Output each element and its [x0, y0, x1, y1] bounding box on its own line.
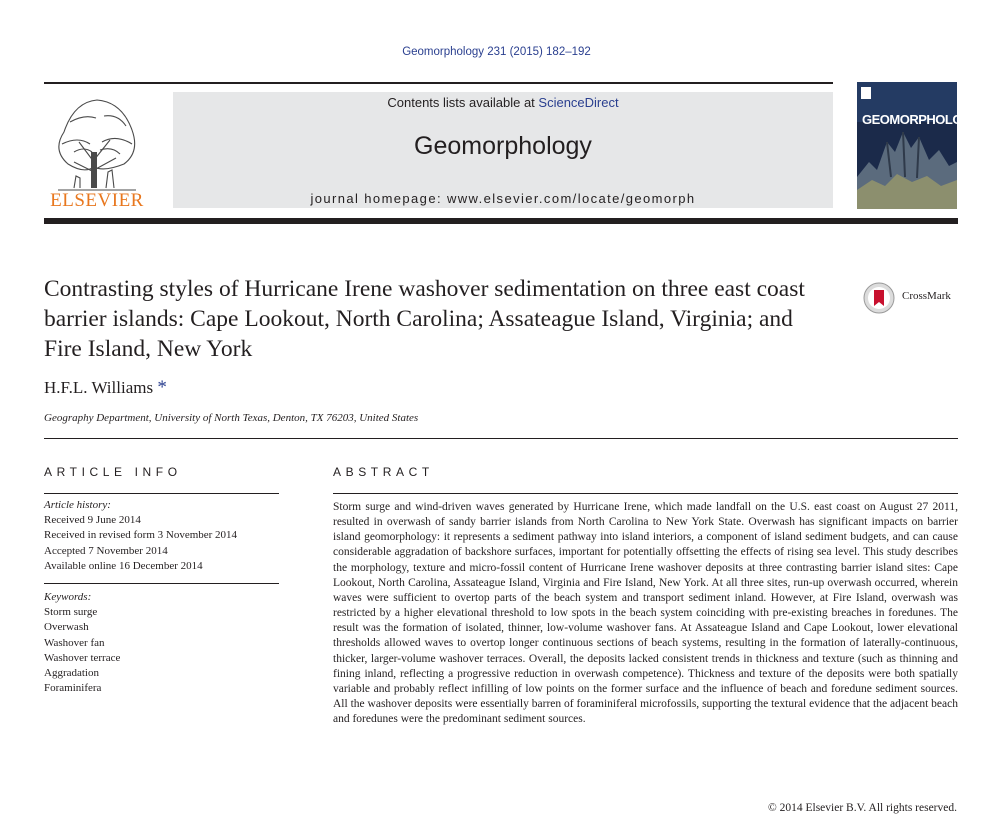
journal-cover-image — [857, 82, 980, 209]
journal-banner — [173, 92, 833, 208]
author-list — [44, 377, 167, 399]
keyword-item: Aggradation — [44, 667, 99, 680]
author-name[interactable]: H.F.L. Williams — [44, 378, 154, 397]
abstract-text: Storm surge and wind-driven waves generated by Hurricane Irene, which made landfall on the U.S. east coast on August 27 2011, resulted in overwash of sandy barrier islands from North Carolina to New York State. Overwash has significant impacts on barrier island geomorphology: it represents a sediment pathway into island interiors, a component of island sediment budgets, and can cause considerable aggradation of backshore surfaces, important for potentially offsetting the effects of rising sea level. This study describes the morphology, texture and micro-fossil content of Hurricane Irene washover deposits at three contrasting barrier island sites: Cape Lookout, North Carolina, Assateague Island, Virginia and Fire Island, New York. At all three sites, run-up overwash occurred, wherein waves were sufficient to overtop parts of the beach system and transport sediment inland. However, at Fire Island, overwash was restricted by a higher elevational threshold to low spots in the beach system coinciding with pre-existing breaches in foredunes. The result was the formation of isolated, thinner, low-volume washover fans. At Assateague Island and Cape Lookout, lower elevational thresholds allowed waves to overtop longer continuous sections of beach systems, resulting in the formation of laterally-continuous, thicker, larger-volume washover terraces. Overall, the deposits lacked consistent trends in thickness and texture (such as thinning and fining inland, reflecting a progressive reduction in overwash competence). Thickness and texture of the deposits were both spatially variable and probably reflect infilling of low points on the former surface and the influence of beach and foredune sediment sources. All the washover deposits were essentially barren of foraminiferal microfossils, supporting the textural evidence that the adjacent beach and foredunes were the predominant sediment sources. — [333, 501, 958, 726]
history-item: Available online 16 December 2014 — [44, 559, 203, 572]
section-rule — [44, 438, 958, 439]
elsevier-wordmark: ELSEVIER — [50, 190, 144, 211]
copyright-notice: © 2014 Elsevier B.V. All rights reserved. — [768, 802, 957, 814]
corresponding-author-mark[interactable]: * — [157, 377, 167, 398]
article-info-heading: ARTICLE INFO — [44, 465, 182, 479]
header-thick-rule — [44, 218, 958, 224]
keyword-item: Washover fan — [44, 636, 105, 649]
keyword-item: Overwash — [44, 621, 89, 634]
keyword-item: Washover terrace — [44, 651, 121, 664]
cover-publisher-badge — [861, 87, 871, 99]
abstract-heading: ABSTRACT — [333, 465, 434, 479]
crossmark-icon[interactable] — [862, 282, 898, 314]
history-item: Received in revised form 3 November 2014 — [44, 529, 238, 542]
contents-prefix: Contents lists available at — [387, 95, 539, 110]
keywords-label: Keywords: — [44, 591, 92, 603]
keywords-rule — [44, 583, 279, 584]
history-label: Article history: — [44, 499, 111, 511]
author-affiliation: Geography Department, University of North Texas, Denton, TX 76203, United States — [44, 412, 419, 424]
history-item: Accepted 7 November 2014 — [44, 544, 168, 557]
article-info-rule — [44, 493, 279, 494]
sciencedirect-link[interactable]: ScienceDirect — [538, 95, 619, 110]
cover-artwork — [857, 82, 980, 209]
keyword-item: Foraminifera — [44, 682, 102, 695]
cover-title: GEOMORPHOLOGY — [862, 112, 980, 127]
abstract-rule — [333, 493, 958, 494]
crossmark-label[interactable]: CrossMark — [902, 290, 951, 302]
journal-citation[interactable]: Geomorphology 231 (2015) 182–192 — [402, 46, 591, 58]
article-history — [44, 498, 279, 574]
header-rule — [44, 82, 833, 84]
keyword-item: Storm surge — [44, 606, 98, 619]
history-item: Received 9 June 2014 — [44, 514, 141, 527]
contents-line — [173, 95, 833, 110]
keyword-list — [44, 590, 279, 696]
journal-homepage[interactable]: journal homepage: www.elsevier.com/locate/geomorph — [310, 191, 696, 206]
journal-name: Geomorphology — [414, 132, 592, 160]
article-title: Contrasting styles of Hurricane Irene washover sedimentation on three east coast barrier islands: Cape Lookout, North Carolina; Assateague Island, Virginia; and Fire Island, New York — [44, 276, 805, 362]
